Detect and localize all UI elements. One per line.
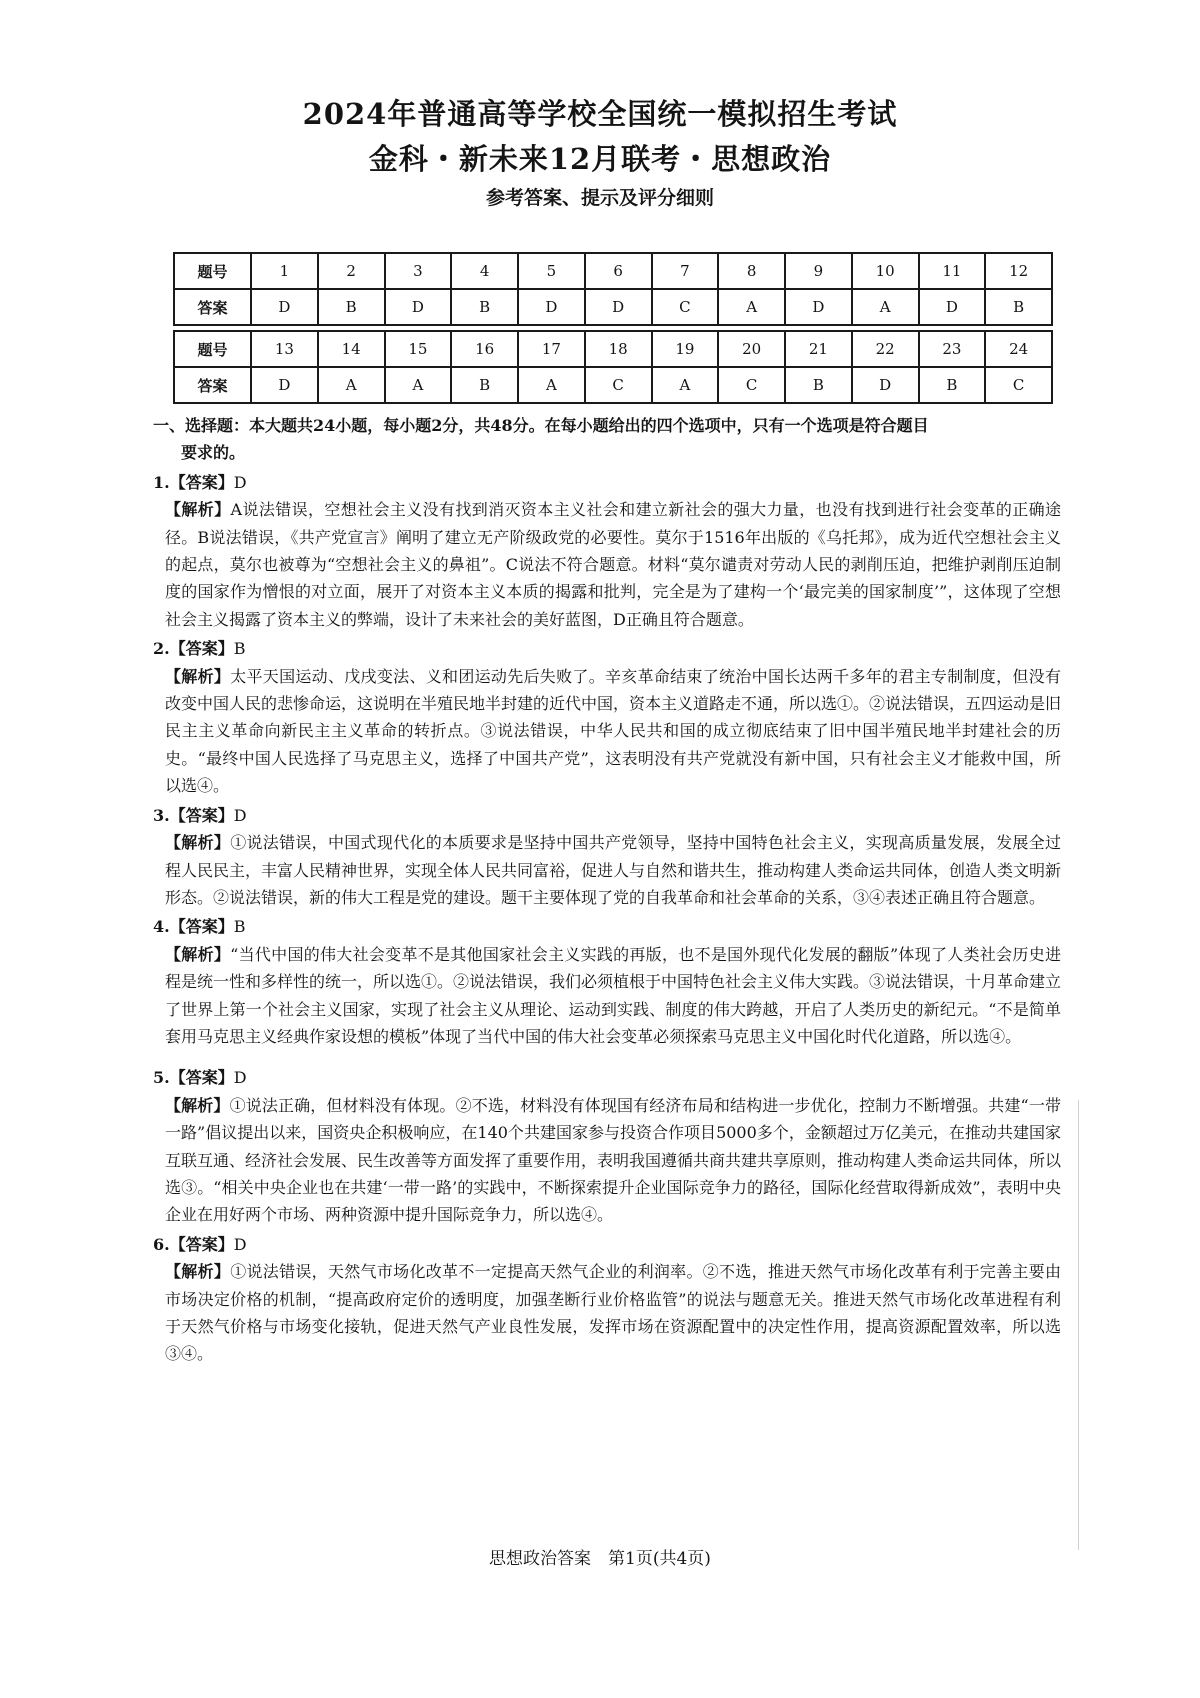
table-cell: 20 [718, 331, 785, 367]
table-cell: B [985, 289, 1052, 325]
table-cell: B [785, 367, 852, 403]
question-4-answer [153, 913, 1061, 940]
answer-letter: B [233, 917, 246, 937]
table-row-numbers-2 [174, 331, 1052, 367]
scan-edge-line [1078, 1100, 1079, 1550]
answer-explanations [153, 412, 1061, 1368]
question-2-answer [153, 635, 1061, 662]
answer-header: 答案 [174, 289, 251, 325]
analysis-text: A说法错误，空想社会主义没有找到消灭资本主义社会和建立新社会的强大力量，也没有找到进行社会变革的正确途径。B说法错误，《共产党宣言》阐明了建立无产阶级政党的必要性。莫尔于1516年出版的《乌托邦》，成为近代空想社会主义的起点，莫尔也被尊为“空想社会主义的鼻祖”。C说法不符合题意。材料“莫尔谴责对劳动人民的剥削压迫，把维护剥削压迫制度的国家作为憎恨的对立面，展开了对资本主义本质的揭露和批判，完全是为了建构一个‘最完美的国家制度’”，这体现了空想社会主义揭露了资本主义的弊端，设计了未来社会的美好蓝图，D正确且符合题意。 [165, 500, 1061, 629]
analysis-text: “当代中国的伟大社会变革不是其他国家社会主义实践的再版，也不是国外现代化发展的翻版”体现了人类社会历史进程是统一性和多样性的统一，所以选①。②说法错误，我们必须植根于中国特色社会主义伟大实践。③说法错误，十月革命建立了世界上第一个社会主义国家，实现了社会主义从理论、运动到实践、制度的伟大跨越，开启了人类历史的新纪元。“不是简单套用马克思主义经典作家设想的模板”体现了当代中国的伟大社会变革必须探索马克思主义中国化时代化道路，所以选④。 [165, 944, 1062, 1046]
answer-label: 5.【答案】 [153, 1068, 234, 1088]
question-1-answer [153, 469, 1061, 496]
table-cell: D [518, 289, 585, 325]
table-cell: 17 [518, 331, 585, 367]
table-cell: 24 [985, 331, 1052, 367]
analysis-label: 【解析】 [165, 1095, 230, 1115]
question-6-analysis [153, 1258, 1061, 1368]
analysis-label: 【解析】 [165, 944, 231, 964]
table-cell: 12 [985, 253, 1052, 289]
table-cell: 9 [785, 253, 852, 289]
table-row-answers-2 [174, 367, 1052, 403]
table-cell: 7 [652, 253, 719, 289]
analysis-label: 【解析】 [165, 1262, 231, 1282]
question-5-answer [153, 1064, 1061, 1091]
table-cell: 21 [785, 331, 852, 367]
answer-table [173, 252, 1053, 404]
table-row-answers-1 [174, 289, 1052, 325]
exam-title: 2024年普通高等学校全国统一模拟招生考试 [302, 97, 898, 131]
table-cell: B [451, 289, 518, 325]
table-row-numbers-1 [174, 253, 1052, 289]
answer-header: 答案 [174, 367, 251, 403]
table-cell: A [518, 367, 585, 403]
answer-letter: B [233, 639, 246, 659]
question-5-analysis [153, 1092, 1061, 1229]
answer-letter: D [233, 1068, 247, 1088]
answer-letter: D [233, 1234, 247, 1254]
table-cell: B [318, 289, 385, 325]
table-cell: D [251, 289, 318, 325]
table-cell: A [852, 289, 919, 325]
table-cell: 14 [318, 331, 385, 367]
table-cell: B [919, 367, 986, 403]
table-cell: C [985, 367, 1052, 403]
table-cell: 11 [919, 253, 986, 289]
question-1-analysis [153, 496, 1061, 633]
table-cell: A [318, 367, 385, 403]
question-3-analysis [153, 829, 1061, 911]
question-2-analysis [153, 663, 1061, 800]
table-cell: 5 [518, 253, 585, 289]
exam-subtitle: 金科・新未来12月联考・思想政治 [368, 142, 832, 176]
table-cell: 6 [585, 253, 652, 289]
answer-label: 1.【答案】 [153, 472, 234, 492]
table-cell: 3 [385, 253, 452, 289]
table-cell: 10 [852, 253, 919, 289]
answer-label: 4.【答案】 [153, 917, 234, 937]
table-cell: D [852, 367, 919, 403]
analysis-text: ①说法错误，中国式现代化的本质要求是坚持中国共产党领导，坚持中国特色社会主义，实现高质量发展，发展全过程人民民主，丰富人民精神世界，实现全体人民共同富裕，促进人与自然和谐共生，推动构建人类命运共同体，创造人类文明新形态。②说法错误，新的伟大工程是党的建设。题干主要体现了党的自我革命和社会革命的关系，③④表述正确且符合题意。 [165, 833, 1062, 907]
table-cell: B [451, 367, 518, 403]
table-cell: 2 [318, 253, 385, 289]
analysis-text: ①说法正确，但材料没有体现。②不选，材料没有体现国有经济布局和结构进一步优化，控制力不断增强。共建“一带一路”倡议提出以来，国资央企积极响应，在140个共建国家参与投资合作项目5000多个，金额超过万亿美元，在推动共建国家互联互通、经济社会发展、民生改善等方面发挥了重要作用，表明我国遵循共商共建共享原则，推动构建人类命运共同体，所以选③。“相关中央企业也在共建‘一带一路’的实践中，不断探索提升企业国际竞争力的路径，国际化经营取得新成效”，表明中央企业在用好两个市场、两种资源中提升国际竞争力，所以选④。 [165, 1095, 1062, 1225]
table-cell: A [652, 367, 719, 403]
table-cell: A [385, 367, 452, 403]
table-cell: 4 [451, 253, 518, 289]
answer-key-heading: 参考答案、提示及评分细则 [485, 187, 714, 209]
table-cell: D [585, 289, 652, 325]
table-cell: C [585, 367, 652, 403]
answer-label: 2.【答案】 [153, 639, 234, 659]
page-footer: 思想政治答案 第1页(共4页) [489, 1549, 711, 1569]
table-cell: 16 [451, 331, 518, 367]
question-4-analysis [153, 941, 1061, 1051]
question-3-answer [153, 802, 1061, 829]
table-cell: C [652, 289, 719, 325]
analysis-label: 【解析】 [165, 833, 231, 853]
answer-label: 6.【答案】 [153, 1234, 234, 1254]
table-cell: D [919, 289, 986, 325]
table-cell: 18 [585, 331, 652, 367]
analysis-label: 【解析】 [165, 666, 231, 686]
analysis-label: 【解析】 [165, 500, 231, 520]
table-cell: 23 [919, 331, 986, 367]
table-cell: D [785, 289, 852, 325]
section-heading: 一、选择题：本大题共24小题，每小题2分，共48分。在每小题给出的四个选项中，只有一个选项是符合题目 [153, 416, 929, 435]
table-cell: 19 [652, 331, 719, 367]
answer-label: 3.【答案】 [153, 805, 234, 825]
num-header: 题号 [174, 253, 251, 289]
table-cell: 1 [251, 253, 318, 289]
table-cell: 22 [852, 331, 919, 367]
table-cell: 8 [718, 253, 785, 289]
num-header: 题号 [174, 331, 251, 367]
table-cell: D [385, 289, 452, 325]
table-cell: D [251, 367, 318, 403]
question-6-answer [153, 1231, 1061, 1258]
table-cell: 15 [385, 331, 452, 367]
table-cell: 13 [251, 331, 318, 367]
answer-letter: D [233, 472, 247, 492]
table-cell: C [718, 367, 785, 403]
answer-letter: D [233, 805, 247, 825]
section-heading-cont: 要求的。 [181, 443, 246, 463]
table-cell: A [718, 289, 785, 325]
analysis-text: 太平天国运动、戊戌变法、义和团运动先后失败了。辛亥革命结束了统治中国长达两千多年的君主专制制度，但没有改变中国人民的悲惨命运，这说明在半殖民地半封建的近代中国，资本主义道路走不通，所以选①。②说法错误，五四运动是旧民主主义革命向新民主主义革命的转折点。③说法错误，中华人民共和国的成立彻底结束了旧中国半殖民地半封建社会的历史。“最终中国人民选择了马克思主义，选择了中国共产党”，这表明没有共产党就没有新中国，只有社会主义才能救中国，所以选④。 [165, 666, 1062, 796]
analysis-text: ①说法错误，天然气市场化改革不一定提高天然气企业的利润率。②不选，推进天然气市场化改革有利于完善主要由市场决定价格的机制，“提高政府定价的透明度，加强垄断行业价格监管”的说法与题意无关。推进天然气市场化改革进程有利于天然气价格与市场变化接轨，促进天然气产业良性发展，发挥市场在资源配置中的决定性作用，提高资源配置效率，所以选③④。 [165, 1262, 1061, 1364]
